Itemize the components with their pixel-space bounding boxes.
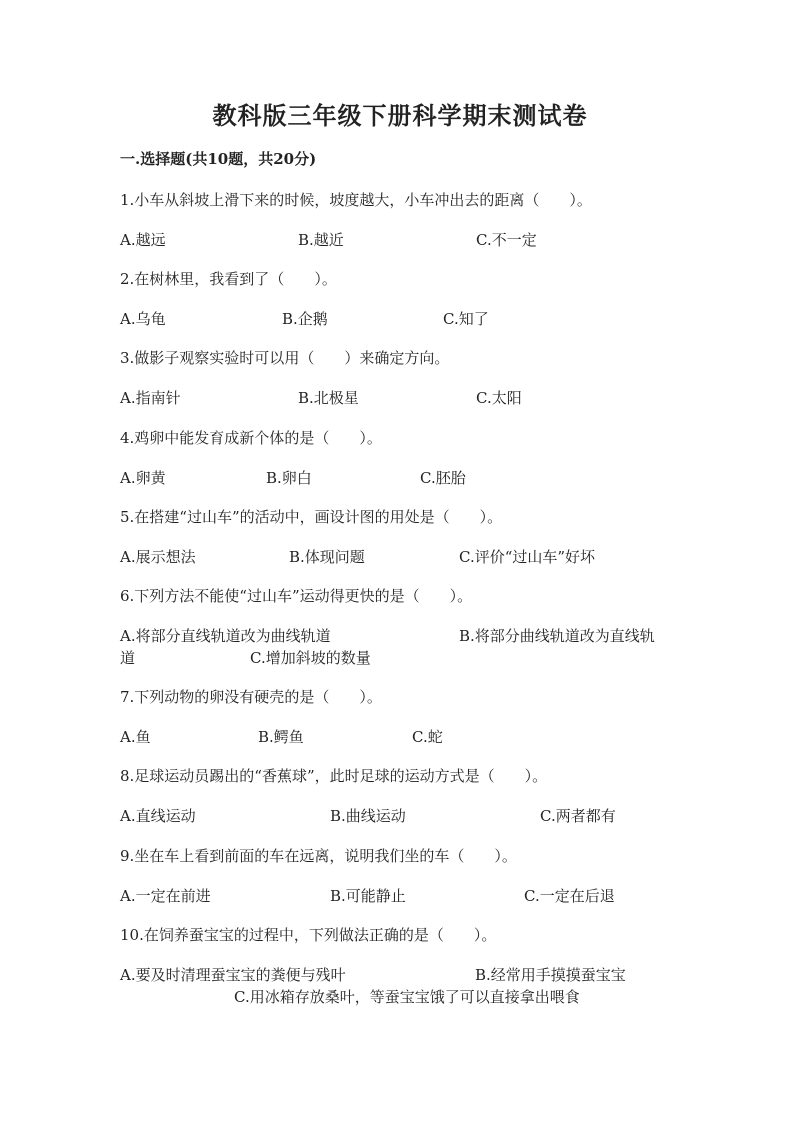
option-a: A.直线运动 <box>120 807 196 825</box>
option-a: A.要及时清理蚕宝宝的粪便与残叶 <box>120 966 346 984</box>
option-b: B.北极星 <box>298 389 359 407</box>
option-c: C.太阳 <box>476 389 522 407</box>
option-c: C.蛇 <box>412 728 443 746</box>
option-a: A.鱼 <box>120 728 151 746</box>
question-stem: 7.下列动物的卵没有硬壳的是（ ）。 <box>120 688 382 706</box>
option-b: B.将部分曲线轨道改为直线轨 <box>459 627 655 645</box>
option-b: B.可能静止 <box>330 887 406 905</box>
question-stem: 2.在树林里，我看到了（ ）。 <box>120 270 337 288</box>
option-a: A.展示想法 <box>120 548 196 566</box>
option-c: C.增加斜坡的数量 <box>250 649 371 667</box>
question-stem: 4.鸡卵中能发育成新个体的是（ ）。 <box>120 429 382 447</box>
option-c: C.两者都有 <box>540 807 616 825</box>
option-b: B.曲线运动 <box>330 807 406 825</box>
option-b: B.企鹅 <box>282 310 328 328</box>
option-c: C.评价“过山车”好坏 <box>459 548 596 566</box>
question-stem: 8.足球运动员踢出的“香蕉球”，此时足球的运动方式是（ ）。 <box>120 767 548 785</box>
option-a: A.乌龟 <box>120 310 166 328</box>
question-stem: 5.在搭建“过山车”的活动中，画设计图的用处是（ ）。 <box>120 508 503 526</box>
option-b: B.鳄鱼 <box>258 728 304 746</box>
option-c: C.知了 <box>443 310 489 328</box>
option-b: B.经常用手摸摸蚕宝宝 <box>475 966 626 984</box>
question-stem: 9.坐在车上看到前面的车在远离，说明我们坐的车（ ）。 <box>120 847 517 865</box>
page-title: 教科版三年级下册科学期末测试卷 <box>212 101 588 130</box>
option-b-continued: 道 <box>120 649 136 667</box>
option-a: A.将部分直线轨道改为曲线轨道 <box>120 627 331 645</box>
question-stem: 10.在饲养蚕宝宝的过程中，下列做法正确的是（ ）。 <box>120 926 497 944</box>
option-b: B.越近 <box>298 231 344 249</box>
question-stem: 6.下列方法不能使“过山车”运动得更快的是（ ）。 <box>120 587 473 605</box>
option-c: C.胚胎 <box>420 469 466 487</box>
option-c: C.不一定 <box>476 231 537 249</box>
option-c: C.用冰箱存放桑叶，等蚕宝宝饿了可以直接拿出喂食 <box>234 988 580 1006</box>
option-c: C.一定在后退 <box>524 887 615 905</box>
section-heading: 一.选择题(共10题，共20分) <box>120 150 317 168</box>
question-stem: 1.小车从斜坡上滑下来的时候，坡度越大，小车冲出去的距离（ ）。 <box>120 191 592 209</box>
question-stem: 3.做影子观察实验时可以用（ ）来确定方向。 <box>120 349 450 367</box>
option-a: A.越远 <box>120 231 166 249</box>
option-a: A.一定在前进 <box>120 887 211 905</box>
option-b: B.体现问题 <box>289 548 365 566</box>
option-a: A.卵黄 <box>120 469 166 487</box>
option-b: B.卵白 <box>266 469 312 487</box>
option-a: A.指南针 <box>120 389 181 407</box>
